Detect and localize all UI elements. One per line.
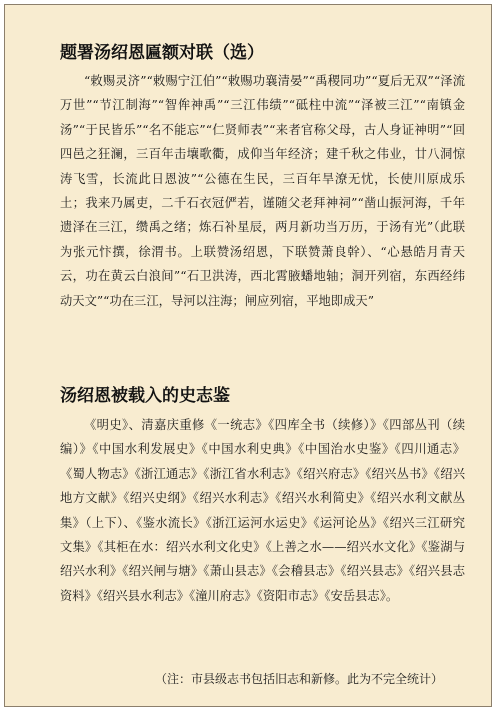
couplets-paragraph: “敕赐灵济”“敕赐宁江伯”“敕赐功襄清晏”“禹稷同功”“夏后无双”“泽流万世”“节江制海”“智侔神禹”“三江伟绩”“砥柱中流”“泽被三江”“南镇金汤”“于民皆乐”“名不能忘”“仁贤师表”“来者官称父母，古人身证神明”“回四邑之狂澜，三百年击壤歌衢，成仰当年经济；建千秋之伟业，廿八洞惊涛飞雪，长流此日恩波”“公德在生民，三百年旱潦无忧，长使川原成乐土；我来乃属吏，二千石衣冠俨若，谨随父老拜神祠”“凿山振河海，千年遗泽在三江，缵禹之绪；炼石补星辰，两月新功当万历，于汤有光”（此联为张元忭撰，徐渭书。上联赞汤绍恩，下联赞萧良幹）、“心悬皓月青天云，功在黄云白浪间”“石卫洪涛，西北霄腋蟠地轴；洞开列宿，东西经纬动天文”“功在三江，导河以注海；闸应列宿，平地即成天” — [60, 74, 465, 308]
records-paragraph: 《明史》、清嘉庆重修《一统志》《四库全书（续修）》《四部丛刊（续编）》《中国水利发展史》《中国水利史典》《中国治水史鉴》《四川通志》《蜀人物志》《浙江通志》《浙江省水利志》《绍兴府志》《绍兴丛书》《绍兴地方文献》《绍兴史纲》《绍兴水利志》《绍兴水利简史》《绍兴水利文献丛集》（上下）、《鉴水流长》《浙江运河水运史》《运河论丛》《绍兴三江研究文集》《其柜在水：绍兴水利文化史》《上善之水——绍兴水文化》《鉴湖与绍兴水利》《绍兴闸与塘》《萧山县志》《会稽县志》《绍兴县志》《绍兴县志资料》《绍兴县水利志》《潼川府志》《资阳市志》《安岳县志》。 — [60, 418, 465, 603]
section-title-couplets: 题署汤绍恩匾额对联（选） — [60, 43, 264, 63]
document-page — [4, 4, 492, 707]
footnote: （注：市县级志书包括旧志和新修。此为不完全统计） — [154, 672, 443, 686]
section-title-records: 汤绍恩被载入的史志鉴 — [60, 386, 230, 406]
